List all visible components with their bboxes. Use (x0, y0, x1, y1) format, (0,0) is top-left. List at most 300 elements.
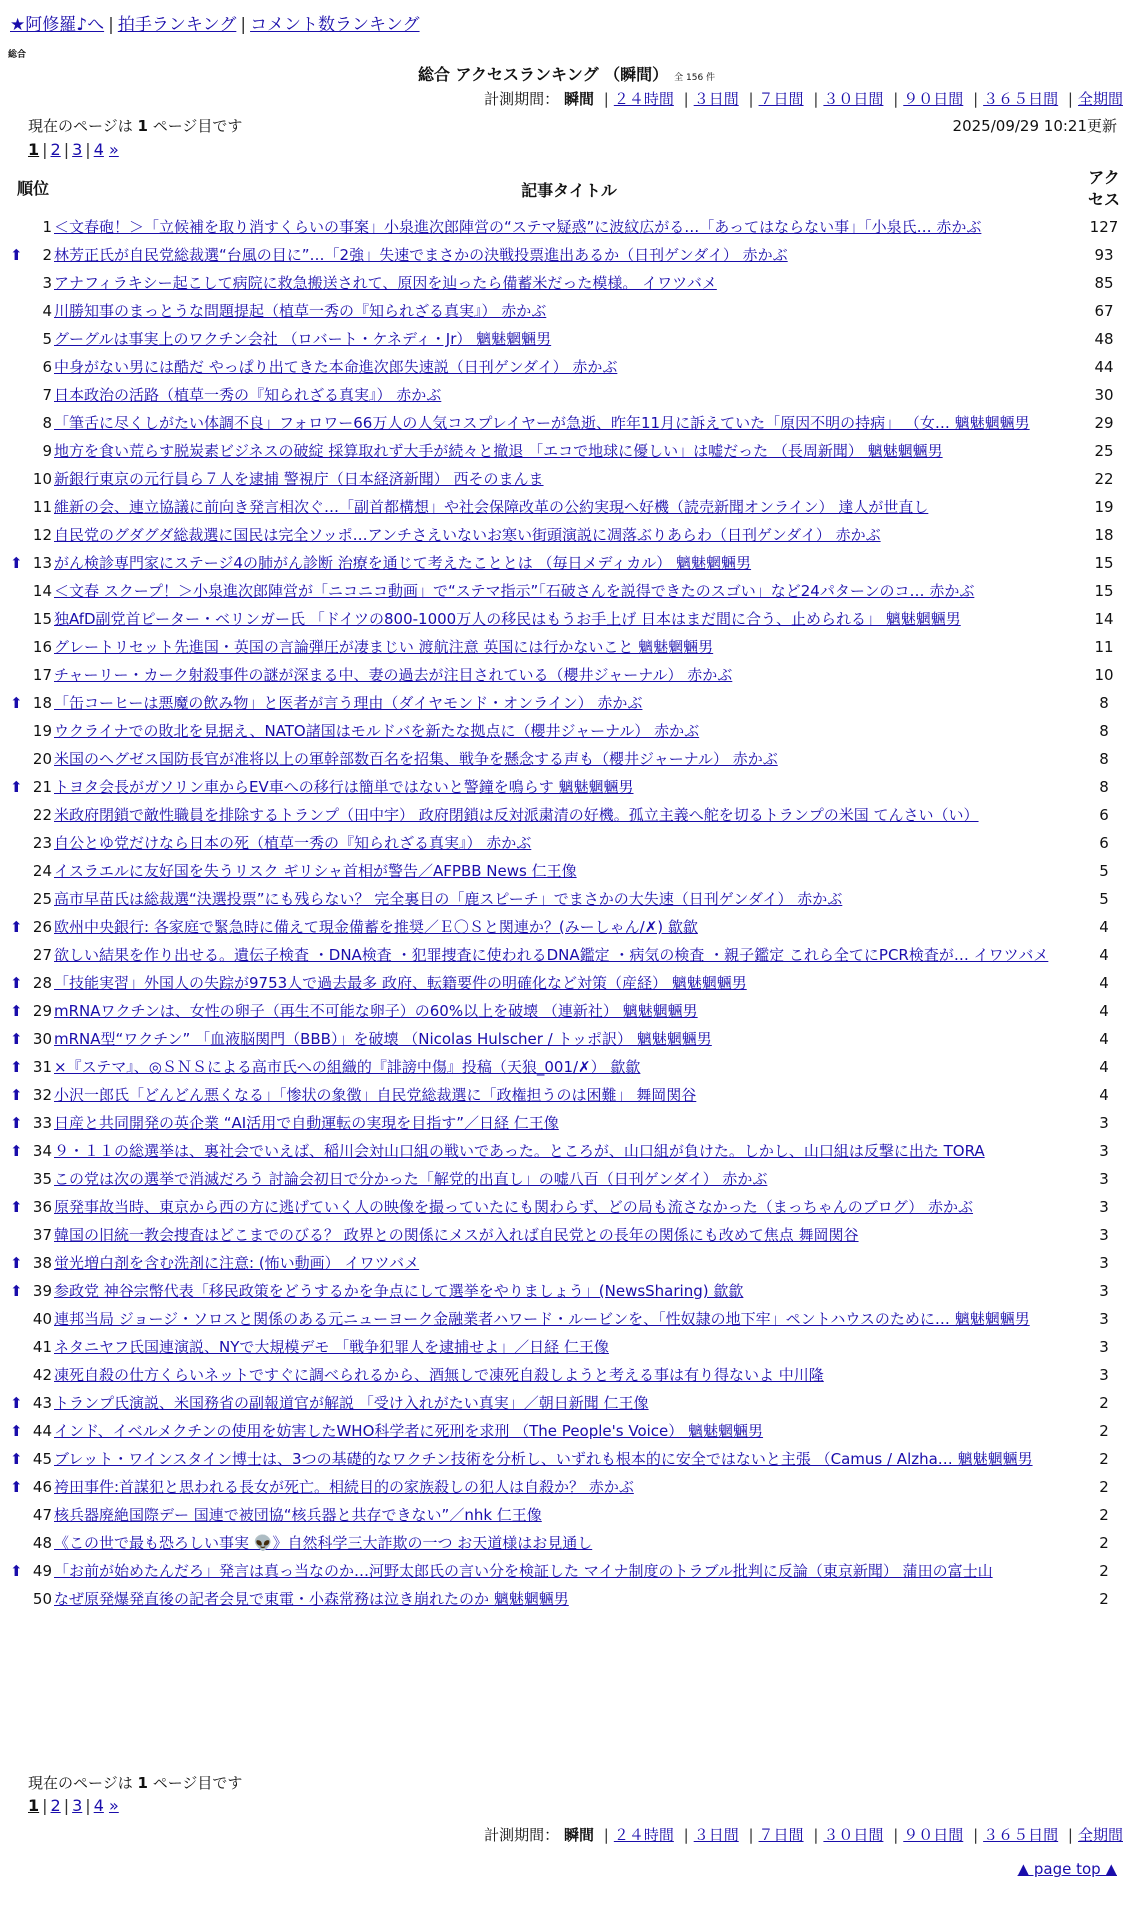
rank-number: 50 (32, 1590, 52, 1608)
access-count: 2 (1099, 1562, 1109, 1580)
article-link[interactable]: 米国のヘグゼス国防長官が准将以上の軍幹部数百名を招集、戦争を懸念する声も（櫻井ジャーナル） 赤かぶ (54, 750, 778, 768)
article-link[interactable]: 「筆舌に尽くしがたい体調不良」フォロワー66万人の人気コスプレイヤーが急逝、昨年11月に訴えていた「原因不明の持病」 （女… 魑魅魍魎男 (54, 414, 1030, 432)
access-count: 25 (1094, 442, 1114, 460)
rank-number: 3 (42, 274, 52, 292)
article-link[interactable]: アナフィラキシー起こして病院に救急搬送されて、原因を辿ったら備蓄米だった模様。 イワツバメ (54, 274, 717, 292)
arrow-up-icon: ⬆ (10, 1254, 23, 1272)
table-row (12, 885, 1124, 913)
rank-cell (12, 1585, 54, 1613)
article-link[interactable]: がん検診専門家にステージ4の肺がん診断 治療を通じて考えたこととは （毎日メディカル） 魑魅魍魎男 (54, 554, 752, 572)
article-link[interactable]: 欧州中央銀行: 各家庭で緊急時に備えて現金備蓄を推奨／Ｅ〇Ｓと関連か？(みーしゃん/✗) 歙歙 (54, 918, 698, 936)
title-cell (54, 717, 1084, 745)
table-row (12, 1333, 1124, 1361)
title-cell (54, 1389, 1084, 1417)
header-rank: 順位 (16, 179, 49, 198)
title-cell (54, 1501, 1084, 1529)
table-row (12, 1585, 1124, 1613)
title-cell (54, 913, 1084, 941)
rank-cell (12, 213, 54, 241)
current-page-info: 現在のページは 1 ページ目です (28, 117, 243, 135)
title-cell (54, 1137, 1084, 1165)
arrow-up-icon: ⬆ (10, 1562, 23, 1580)
title-cell (54, 1053, 1084, 1081)
article-link[interactable]: 欲しい結果を作り出せる。遺伝子検査 ・DNA検査 ・犯罪捜査に使われるDNA鑑定 ・病気の検査 ・親子鑑定 これら全てにPCR検査が… イワツバメ (54, 946, 1049, 964)
rank-number: 36 (32, 1198, 52, 1216)
period-current: 瞬間 (563, 90, 594, 108)
article-link[interactable]: 連邦当局 ジョージ・ソロスと関係のある元ニューヨーク金融業者ハワード・ルービンを、「性奴隷の地下牢」ペントハウスのために… 魑魅魍魎男 (54, 1310, 1030, 1328)
table-row (12, 661, 1124, 689)
rank-cell (12, 1305, 54, 1333)
access-count: 3 (1099, 1226, 1109, 1244)
access-count: 15 (1094, 554, 1114, 572)
total-count: 全 156 件 (674, 73, 716, 83)
article-link[interactable]: トヨタ会長がガソリン車からEV車への移行は簡単ではないと警鐘を鳴らす 魑魅魍魎男 (54, 778, 634, 796)
table-row (12, 1109, 1124, 1137)
access-count: 14 (1094, 610, 1114, 628)
access-count: 4 (1099, 974, 1109, 992)
rank-number: 11 (32, 498, 52, 516)
access-count: 4 (1099, 918, 1109, 936)
table-row (12, 1361, 1124, 1389)
home-link[interactable]: ★阿修羅♪へ (10, 15, 105, 35)
access-count: 15 (1094, 582, 1114, 600)
table-row (12, 1221, 1124, 1249)
rank-number: 42 (32, 1366, 52, 1384)
rank-number: 17 (32, 666, 52, 684)
rank-cell (12, 913, 54, 941)
period-7d-link[interactable]: ７日間 (758, 90, 804, 108)
period-24h-link[interactable]: ２４時間 (613, 1826, 674, 1844)
rank-cell (12, 1109, 54, 1137)
table-row (12, 381, 1124, 409)
rank-cell (12, 717, 54, 745)
title-cell (54, 689, 1084, 717)
ranking-table (12, 165, 1124, 1613)
rank-number: 19 (32, 722, 52, 740)
arrow-up-icon: ⬆ (10, 1058, 23, 1076)
rank-number: 12 (32, 526, 52, 544)
updated-timestamp: 2025/09/29 10:21更新 (952, 117, 1117, 135)
rank-number: 44 (32, 1422, 52, 1440)
rank-number: 22 (32, 806, 52, 824)
access-count: 93 (1094, 246, 1114, 264)
access-count: 8 (1099, 778, 1109, 796)
pager-page-2[interactable]: 2 (50, 1796, 61, 1815)
pager-page-3[interactable]: 3 (72, 1796, 83, 1815)
access-count: 6 (1099, 834, 1109, 852)
table-row (12, 437, 1124, 465)
pager-current: 1 (28, 140, 40, 159)
rank-cell (12, 773, 54, 801)
rank-cell (12, 633, 54, 661)
access-count: 3 (1099, 1254, 1109, 1272)
rank-number: 47 (32, 1506, 52, 1524)
rank-cell (12, 1473, 54, 1501)
rank-cell (12, 269, 54, 297)
rank-number: 40 (32, 1310, 52, 1328)
rank-number: 25 (32, 890, 52, 908)
title-cell (54, 1193, 1084, 1221)
pager-top: 1 | 2 | 3 | 4 » (28, 140, 119, 159)
title-cell (54, 661, 1084, 689)
table-row (12, 605, 1124, 633)
title-cell (54, 521, 1084, 549)
title-cell (54, 437, 1084, 465)
comment-ranking-link[interactable]: コメント数ランキング (250, 15, 420, 35)
table-row (12, 493, 1124, 521)
access-count: 3 (1099, 1282, 1109, 1300)
table-row (12, 353, 1124, 381)
access-count: 3 (1099, 1170, 1109, 1188)
arrow-up-icon: ⬆ (10, 1198, 23, 1216)
title-cell (54, 213, 1084, 241)
access-count: 4 (1099, 1030, 1109, 1048)
period-30d-link[interactable]: ３０日間 (823, 90, 884, 108)
arrow-up-icon: ⬆ (10, 1478, 23, 1496)
current-page-info-bottom: 現在のページは 1 ページ目です (28, 1774, 243, 1792)
period-90d-link[interactable]: ９０日間 (903, 90, 964, 108)
title-cell (54, 493, 1084, 521)
article-link[interactable]: 「技能実習」外国人の失踪が9753人で過去最多 政府、転籍要件の明確化など対策（産経） 魑魅魍魎男 (54, 974, 747, 992)
rank-number: 39 (32, 1282, 52, 1300)
page-top-link[interactable]: ▲ page top ▲ (1017, 1860, 1117, 1878)
access-count: 3 (1099, 1142, 1109, 1160)
article-link[interactable]: ９・１１の総選挙は、裏社会でいえば、稲川会対山口組の戦いであった。ところが、山口組が負けた。しかし、山口組は反撃に出た TORA (54, 1142, 985, 1160)
article-link[interactable]: 凍死自殺の仕方くらいネットですぐに調べられるから、酒無しで凍死自殺しようと考える事は有り得ないよ 中川隆 (54, 1366, 824, 1384)
table-row (12, 969, 1124, 997)
rank-cell (12, 1557, 54, 1585)
title-cell (54, 325, 1084, 353)
access-count: 4 (1099, 946, 1109, 964)
access-count: 3 (1099, 1114, 1109, 1132)
article-link[interactable]: グレートリセット先進国・英国の言論弾圧が凄まじい 渡航注意 英国には行かないこと 魑魅魍魎男 (54, 638, 714, 656)
period-365d-link[interactable]: ３６５日間 (983, 1826, 1059, 1844)
article-link[interactable]: 蛍光増白剤を含む洗剤に注意: (怖い動画） イワツバメ (54, 1254, 420, 1272)
rank-number: 32 (32, 1086, 52, 1104)
title-cell (54, 745, 1084, 773)
article-link[interactable]: トランプ氏演説、米国務省の副報道官が解説 「受け入れがたい真実」／朝日新聞 仁王像 (54, 1394, 649, 1412)
arrow-up-icon: ⬆ (10, 1002, 23, 1020)
rank-number: 14 (32, 582, 52, 600)
title-cell (54, 885, 1084, 913)
title-cell (54, 857, 1084, 885)
article-link[interactable]: 高市早苗氏は総裁選“決選投票”にも残らない？ 完全裏目の「鹿スピーチ」でまさかの大失速（日刊ゲンダイ） 赤かぶ (54, 890, 843, 908)
period-90d-link[interactable]: ９０日間 (903, 1826, 964, 1844)
access-count: 3 (1099, 1366, 1109, 1384)
rank-number: 46 (32, 1478, 52, 1496)
table-row (12, 1501, 1124, 1529)
rank-cell (12, 605, 54, 633)
article-link[interactable]: ＜文春砲！＞「立候補を取り消すくらいの事案」小泉進次郎陣営の“ステマ疑惑”に波紋広がる…「あってはならない事」「小泉氏… 赤かぶ (54, 218, 982, 236)
access-count: 8 (1099, 694, 1109, 712)
access-count: 44 (1094, 358, 1114, 376)
title-cell (54, 381, 1084, 409)
rank-number: 48 (32, 1534, 52, 1552)
article-link[interactable]: 「お前が始めたんだろ」発言は真っ当なのか…河野太郎氏の言い分を検証した マイナ制度のトラブル批判に反論（東京新聞） 蒲田の富士山 (54, 1562, 993, 1580)
table-row (12, 941, 1124, 969)
rank-number: 45 (32, 1450, 52, 1468)
table-row (12, 745, 1124, 773)
article-link[interactable]: イスラエルに友好国を失うリスク ギリシャ首相が警告／AFPBB News 仁王像 (54, 862, 577, 880)
access-count: 3 (1099, 1310, 1109, 1328)
rank-number: 27 (32, 946, 52, 964)
period-24h-link[interactable]: ２４時間 (613, 90, 674, 108)
pager-page-3[interactable]: 3 (72, 140, 83, 159)
clap-ranking-link[interactable]: 拍手ランキング (117, 15, 237, 35)
article-link[interactable]: 中身がない男には酷だ やっぱり出てきた本命進次郎失速説（日刊ゲンダイ） 赤かぶ (54, 358, 618, 376)
rank-cell (12, 661, 54, 689)
article-link[interactable]: 韓国の旧統一教会捜査はどこまでのびる？ 政界との関係にメスが入れば自民党との長年の関係にも改めて焦点 舞岡関谷 (54, 1226, 859, 1244)
article-link[interactable]: 林芳正氏が自民党総裁選“台風の目に”…「2強」失速でまさかの決戦投票進出あるか（日刊ゲンダイ） 赤かぶ (54, 246, 788, 264)
access-count: 2 (1099, 1478, 1109, 1496)
article-link[interactable]: チャーリー・カーク射殺事件の謎が深まる中、妻の過去が注目されている（櫻井ジャーナル） 赤かぶ (54, 666, 733, 684)
period-365d-link[interactable]: ３６５日間 (983, 90, 1059, 108)
title-cell (54, 941, 1084, 969)
table-row (12, 1081, 1124, 1109)
rank-cell (12, 1025, 54, 1053)
rank-cell (12, 1137, 54, 1165)
arrow-up-icon: ⬆ (10, 694, 23, 712)
article-link[interactable]: mRNA型“ワクチン” 「血液脳関門（BBB）」を破壊 （Nicolas Hulscher / トッポ訳） 魑魅魍魎男 (54, 1030, 712, 1048)
title-cell (54, 269, 1084, 297)
access-count: 2 (1099, 1506, 1109, 1524)
rank-cell (12, 1053, 54, 1081)
rank-cell (12, 857, 54, 885)
rank-cell (12, 1361, 54, 1389)
table-row (12, 1305, 1124, 1333)
article-link[interactable]: 小沢一郎氏「どんどん悪くなる」「惨状の象徴」自民党総裁選に「政権担うのは困難」 舞岡関谷 (54, 1086, 697, 1104)
rank-number: 23 (32, 834, 52, 852)
access-count: 6 (1099, 806, 1109, 824)
table-row (12, 1529, 1124, 1557)
table-row (12, 829, 1124, 857)
article-link[interactable]: 新銀行東京の元行員ら７人を逮捕 警視庁（日本経済新聞） 西そのまんま (54, 470, 544, 488)
access-count: 3 (1099, 1198, 1109, 1216)
article-link[interactable]: 独AfD副党首ピーター・ベリンガー氏 「ドイツの800-1000万人の移民はもうお手上げ 日本はまだ間に合う、止められる」 魑魅魍魎男 (54, 610, 961, 628)
access-count: 2 (1099, 1394, 1109, 1412)
access-count: 19 (1094, 498, 1114, 516)
title-cell (54, 241, 1084, 269)
rank-cell (12, 969, 54, 997)
rank-number: 37 (32, 1226, 52, 1244)
article-link[interactable]: 川勝知事のまっとうな問題提起（植草一秀の『知られざる真実』） 赤かぶ (54, 302, 547, 320)
article-link[interactable]: 日本政治の活路（植草一秀の『知られざる真実』） 赤かぶ (54, 386, 442, 404)
table-row (12, 241, 1124, 269)
pager-page-4[interactable]: 4 (93, 1796, 104, 1815)
title-cell (54, 1473, 1084, 1501)
table-row (12, 1557, 1124, 1585)
rank-number: 28 (32, 974, 52, 992)
rank-cell (12, 1501, 54, 1529)
access-count: 8 (1099, 750, 1109, 768)
title-cell (54, 997, 1084, 1025)
rank-cell (12, 997, 54, 1025)
rank-number: 7 (42, 386, 52, 404)
rank-number: 16 (32, 638, 52, 656)
article-link[interactable]: 自公とゆ党だけなら日本の死（植草一秀の『知られざる真実』） 赤かぶ (54, 834, 532, 852)
title-cell (54, 409, 1084, 437)
article-link[interactable]: mRNAワクチンは、女性の卵子（再生不可能な卵子）の60%以上を破壊 （連新社） 魑魅魍魎男 (54, 1002, 698, 1020)
article-link[interactable]: 「缶コーヒーは悪魔の飲み物」と医者が言う理由（ダイヤモンド・オンライン） 赤かぶ (54, 694, 643, 712)
rank-number: 18 (32, 694, 52, 712)
rank-cell (12, 885, 54, 913)
table-row (12, 1417, 1124, 1445)
table-row (12, 1445, 1124, 1473)
rank-number: 21 (32, 778, 52, 796)
article-link[interactable]: 参政党 神谷宗幣代表「移民政策をどうするかを争点にして選挙をやりましょう」(NewsSharing) 歙歙 (54, 1282, 744, 1300)
rank-cell (12, 745, 54, 773)
arrow-up-icon: ⬆ (10, 1086, 23, 1104)
article-link[interactable]: インド、イベルメクチンの使用を妨害したWHO科学者に死刑を求刑 （The People's Voice） 魑魅魍魎男 (54, 1422, 764, 1440)
title-cell (54, 1305, 1084, 1333)
article-link[interactable]: 核兵器廃絶国際デー 国連で被団協“核兵器と共存できない”／nhk 仁王像 (54, 1506, 542, 1524)
table-row (12, 409, 1124, 437)
rank-number: 6 (42, 358, 52, 376)
rank-number: 15 (32, 610, 52, 628)
rank-cell (12, 1193, 54, 1221)
table-row (12, 213, 1124, 241)
access-count: 3 (1099, 1338, 1109, 1356)
table-row (12, 997, 1124, 1025)
rank-number: 4 (42, 302, 52, 320)
access-count: 10 (1094, 666, 1114, 684)
rank-cell (12, 1389, 54, 1417)
pager-page-2[interactable]: 2 (50, 140, 61, 159)
period-all-link[interactable]: 全期間 (1077, 1826, 1123, 1844)
period-7d-link[interactable]: ７日間 (758, 1826, 804, 1844)
access-count: 2 (1099, 1590, 1109, 1608)
article-link[interactable]: なぜ原発爆発直後の記者会見で東電・小森常務は泣き崩れたのか 魑魅魍魎男 (54, 1590, 569, 1608)
title-cell (54, 1221, 1084, 1249)
access-count: 127 (1089, 218, 1119, 236)
period-selector-bottom: 計測期間： 瞬間 | ２４時間 | ３日間 | ７日間 | ３０日間 | ９０日間 | ３６５日間 | 全期間 (484, 1826, 1123, 1844)
rank-cell (12, 829, 54, 857)
table-row (12, 1249, 1124, 1277)
title-cell (54, 1585, 1084, 1613)
rank-cell (12, 1333, 54, 1361)
article-link[interactable]: グーグルは事実上のワクチン会社 （ロバート・ケネディ・Jr） 魑魅魍魎男 (54, 330, 552, 348)
arrow-up-icon: ⬆ (10, 246, 23, 264)
article-link[interactable]: ×『ステマ』、◎ＳＮＳによる高市氏への組織的『誹謗中傷』投稿（天狼_001/✗） 歙歙 (54, 1058, 641, 1076)
rank-cell (12, 521, 54, 549)
article-link[interactable]: 米政府閉鎖で敵性職員を排除するトランプ（田中宇） 政府閉鎖は反対派粛清の好機。孤立主義へ舵を切るトランプの米国 てんさい（い） (54, 806, 979, 824)
rank-cell (12, 689, 54, 717)
rank-number: 34 (32, 1142, 52, 1160)
article-link[interactable]: この党は次の選挙で消滅だろう 討論会初日で分かった「解党的出直し」の嘘八百（日刊ゲンダイ） 赤かぶ (54, 1170, 768, 1188)
table-row (12, 633, 1124, 661)
rank-cell (12, 409, 54, 437)
rank-cell (12, 1417, 54, 1445)
header-title: 記事タイトル (521, 180, 617, 200)
rank-cell (12, 381, 54, 409)
rank-cell (12, 577, 54, 605)
rank-cell (12, 1221, 54, 1249)
arrow-up-icon: ⬆ (10, 1282, 23, 1300)
table-row (12, 1473, 1124, 1501)
rank-number: 24 (32, 862, 52, 880)
period-3d-link[interactable]: ３日間 (693, 90, 739, 108)
title-cell (54, 1081, 1084, 1109)
title-cell (54, 1165, 1084, 1193)
rank-cell (12, 353, 54, 381)
article-link[interactable]: 袴田事件:首謀犯と思われる長女が死亡。相続目的の家族殺しの犯人は自殺か？ 赤かぶ (54, 1478, 634, 1496)
title-cell (54, 1445, 1084, 1473)
access-count: 29 (1094, 414, 1114, 432)
access-count: 18 (1094, 526, 1114, 544)
arrow-up-icon: ⬆ (10, 974, 23, 992)
rank-cell (12, 1249, 54, 1277)
rank-number: 8 (42, 414, 52, 432)
access-count: 22 (1094, 470, 1114, 488)
rank-cell (12, 1165, 54, 1193)
article-link[interactable]: 原発事故当時、東京から西の方に逃げていく人の映像を撮っていたにも関わらず、どの局も流さなかった（まっちゃんのブログ） 赤かぶ (54, 1198, 974, 1216)
arrow-up-icon: ⬆ (10, 778, 23, 796)
article-link[interactable]: 日産と共同開発の英企業 “AI活用で自動運転の実現を目指す”／日経 仁王像 (54, 1114, 559, 1132)
access-count: 5 (1099, 890, 1109, 908)
rank-number: 35 (32, 1170, 52, 1188)
table-row (12, 773, 1124, 801)
arrow-up-icon: ⬆ (10, 554, 23, 572)
table-row (12, 717, 1124, 745)
table-row (12, 269, 1124, 297)
access-count: 30 (1094, 386, 1114, 404)
title-cell (54, 1417, 1084, 1445)
pager-bottom: 1 | 2 | 3 | 4 » (28, 1796, 119, 1815)
title-cell (54, 1361, 1084, 1389)
table-header (12, 165, 1124, 213)
rank-cell (12, 549, 54, 577)
arrow-up-icon: ⬆ (10, 1422, 23, 1440)
article-link[interactable]: ＜文春 スクープ！＞小泉進次郎陣営が「ニコニコ動画」で“ステマ指示”「石破さんを説得できたのスゴい」など24パターンのコ… 赤かぶ (54, 582, 975, 600)
article-link[interactable]: ネタニヤフ氏国連演説、NYで大規模デモ 「戦争犯罪人を逮捕せよ」／日経 仁王像 (54, 1338, 609, 1356)
period-all-link[interactable]: 全期間 (1077, 90, 1123, 108)
pager-page-4[interactable]: 4 (93, 140, 104, 159)
access-count: 4 (1099, 1002, 1109, 1020)
table-row (12, 1165, 1124, 1193)
article-link[interactable]: 《この世で最も恐ろしい事実 👽》自然科学三大詐欺の一つ お天道様はお見通し (54, 1534, 593, 1552)
pager-next[interactable]: » (108, 140, 119, 159)
title-cell (54, 297, 1084, 325)
article-link[interactable]: 自民党のグダグダ総裁選に国民は完全ソッポ…アンチさえいないお寒い街頭演説に凋落ぶりあらわ（日刊ゲンダイ） 赤かぶ (54, 526, 881, 544)
rank-number: 2 (42, 246, 52, 264)
title-cell (54, 1529, 1084, 1557)
table-row (12, 577, 1124, 605)
title-cell (54, 1249, 1084, 1277)
article-link[interactable]: 地方を食い荒らす脱炭素ビジネスの破綻 採算取れず大手が続々と撤退 「エコで地球に優しい」は嘘だった （長周新聞） 魑魅魍魎男 (54, 442, 943, 460)
period-30d-link[interactable]: ３０日間 (823, 1826, 884, 1844)
table-row (12, 297, 1124, 325)
article-link[interactable]: 維新の会、連立協議に前向き発言相次ぐ…「副首都構想」や社会保障改革の公約実現へ好機（読売新聞オンライン） 達人が世直し (54, 498, 929, 516)
top-nav: ★阿修羅♪へ | 拍手ランキング | コメント数ランキング (10, 15, 420, 35)
arrow-up-icon: ⬆ (10, 1450, 23, 1468)
period-3d-link[interactable]: ３日間 (693, 1826, 739, 1844)
rank-cell (12, 1081, 54, 1109)
title-cell (54, 801, 1084, 829)
table-row (12, 1277, 1124, 1305)
rank-cell (12, 941, 54, 969)
title-cell (54, 549, 1084, 577)
arrow-up-icon: ⬆ (10, 1030, 23, 1048)
category-label: 総合 (8, 50, 27, 60)
pager-next[interactable]: » (108, 1796, 119, 1815)
rank-number: 38 (32, 1254, 52, 1272)
access-count: 4 (1099, 1058, 1109, 1076)
arrow-up-icon: ⬆ (10, 1142, 23, 1160)
title-cell (54, 829, 1084, 857)
access-count: 85 (1094, 274, 1114, 292)
article-link[interactable]: ブレット・ワインスタイン博士は、3つの基礎的なワクチン技術を分析し、いずれも根本的に安全ではないと主張 （Camus / Alzha… 魑魅魍魎男 (54, 1450, 1033, 1468)
article-link[interactable]: ウクライナでの敗北を見据え、NATO諸国はモルドバを新たな拠点に（櫻井ジャーナル） 赤かぶ (54, 722, 700, 740)
